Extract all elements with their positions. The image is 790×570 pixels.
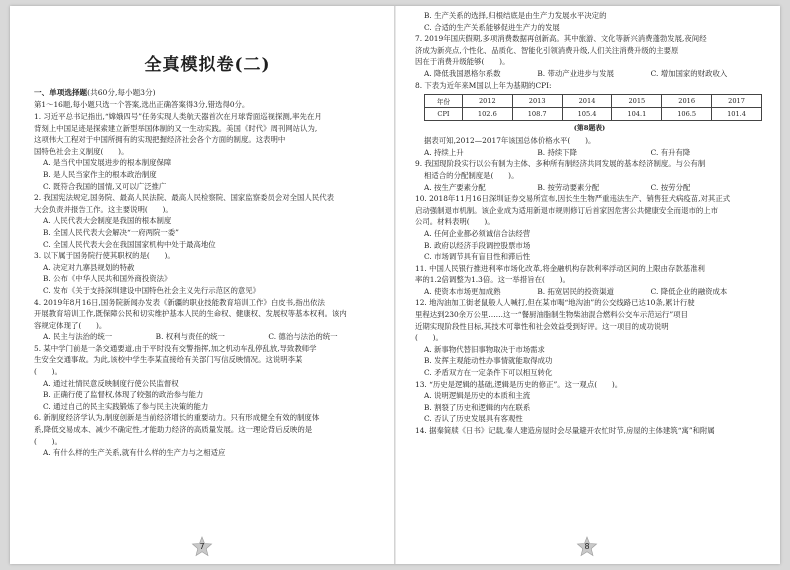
section-instruction: 第1～16题,每小题只选一个答案,选出正确答案得3分,错选得0分。 <box>34 100 250 109</box>
question-2 <box>34 192 381 250</box>
options-row <box>34 331 381 343</box>
option: C. 合适的生产关系能够促进生产力的发展 <box>424 22 560 32</box>
book-spread <box>10 6 780 564</box>
option: B. 发挥主观能动性办事情就能取得成功 <box>424 356 553 366</box>
option: A. 人民代表大会制度是我国的根本制度 <box>43 216 172 226</box>
table-header-row <box>425 95 762 108</box>
option: A. 使资本市场更加成熟 <box>424 286 501 296</box>
question-9 <box>415 158 764 193</box>
question-line: ( )。 <box>415 333 443 343</box>
question-13 <box>415 379 764 425</box>
option: A. 降低我国恩格尔系数 <box>424 68 501 78</box>
question-line: 9. 我国现阶段实行以公有制为主体、多种所有制经济共同发展的基本经济制度。与公有制 <box>415 159 706 169</box>
page-number: 8 <box>584 542 590 551</box>
question-line: 公司。材料表明( )。 <box>415 217 495 227</box>
question-line: 8. 下表为近年来M国以上年为基期的CPI: <box>415 80 552 90</box>
option: B. 生产关系的选择,归根结底是由生产力发展水平决定的 <box>424 11 607 20</box>
question-line: 背刻上中国足迹是探索建立新型举国体制的又一生动实践。美国《时代》周刊网站认为, <box>34 123 318 133</box>
table-cell: 104.1 <box>612 108 662 121</box>
question-line: 启动强制退市机制。该企业成为适用新退市规则修订后首家因危害公共健康安全而退市的上市 <box>415 205 719 215</box>
table-header-cell: 2015 <box>612 95 662 108</box>
question-12 <box>415 297 764 378</box>
section-title: 一、单项选择题 <box>34 88 88 97</box>
table-header-cell: 2017 <box>712 95 762 108</box>
question-line: 这项伟大工程对于中国所拥有的实现把握经济社会各个方面的制度。这表明中 <box>34 135 286 145</box>
page-number-badge <box>191 536 213 558</box>
option: C. 降低企业的融资成本 <box>650 286 728 296</box>
table-header-cell: 2013 <box>512 95 562 108</box>
table-header-cell: 2016 <box>662 95 712 108</box>
question-line: 据表可知,2012—2017年该国总体价格水平( )。 <box>424 136 596 146</box>
table-header-cell: 2012 <box>462 95 512 108</box>
question-line: 12. 地沟油加工街老鼠般人人喊打,但在某市喝“地沟油”的公交线路已达10条,累计行驶 <box>415 298 695 308</box>
option: B. 拓宽居民的投资渠道 <box>537 286 614 296</box>
cpi-table <box>424 94 762 121</box>
question-line: 4. 2019年8月16日,国务院新闻办发表《新疆的职业技能教育培训工作》白皮书,指出依法 <box>34 297 325 307</box>
question-3 <box>34 250 381 296</box>
option: A. 是当代中国发展进步的根本制度保障 <box>43 158 172 168</box>
question-line: 10. 2018年11月16日深圳证券交易所宣布,因长生生物严重违法生产、销售狂犬病疫苗,对其正式 <box>415 194 731 204</box>
section-heading <box>34 87 381 99</box>
question-10 <box>415 193 764 263</box>
option: C. 否认了历史发展具有客观性 <box>424 414 523 424</box>
question-line: 6. 新制度经济学认为,制度创新是当前经济增长的重要动力。只有形成健全有效的制度体 <box>34 413 320 423</box>
question-14 <box>415 425 764 437</box>
question-11 <box>415 263 764 298</box>
question-line: 国特色社会主义制度( )。 <box>34 146 129 156</box>
option: B. 公布《中华人民共和国外商投资法》 <box>43 274 172 284</box>
question-line: 开展教育培训工作,既保障公民和切实维护基本人民的生命权、健康权、发展权等基本权利。该内 <box>34 309 347 319</box>
question-line: 1. 习近平总书记指出,“嫦娥四号”任务实现人类航天器首次在月球背面巡视探测,率先在月 <box>34 112 322 121</box>
option: A. 有什么样的生产关系,就有什么样的生产力与之相适应 <box>43 448 226 458</box>
option: B. 按劳动要素分配 <box>537 182 600 192</box>
option: C. 按劳分配 <box>650 182 691 192</box>
option: A. 按生产要素分配 <box>424 182 486 192</box>
question-line: 里程达到230余万公里……这一“餐厨油脂制生物柴油混合燃料公交车示范运行”项目 <box>415 310 688 320</box>
option: B. 政府以经济手段调控股票市场 <box>424 240 531 250</box>
question-line: 11. 中国人民银行推进利率市场化改革,将金融机构存款利率浮动区间的上限由存款基准利 <box>415 263 705 273</box>
table-row <box>425 108 762 121</box>
option: C. 增加国家的财政收入 <box>650 68 728 78</box>
right-page <box>395 6 780 564</box>
table-cell: 105.4 <box>562 108 612 121</box>
option: B. 权利与责任的统一 <box>155 332 225 342</box>
section-subtitle: (共60分,每小题3分) <box>87 88 156 97</box>
question-line: ( )。 <box>34 367 62 377</box>
question-line: 7. 2019年国庆假期,多项消费数据再创新高。其中旅游、文化等新兴消费蓬勃发展,夜间经 <box>415 34 707 44</box>
question-line: 13. “历史是逻辑的基础,逻辑是历史的修正”。这一观点( )。 <box>415 379 623 389</box>
question-line: 3. 以下属于国务院行使其职权的是( )。 <box>34 251 175 261</box>
option: C. 矛盾双方在一定条件下可以相互转化 <box>424 368 553 378</box>
option: B. 全国人民代表大会解决“一府两院一委” <box>43 227 179 237</box>
question-line: 因在于消费升级能够( )。 <box>415 57 510 67</box>
option: C. 发布《关于支持深圳建设中国特色社会主义先行示范区的意见》 <box>43 285 261 295</box>
options-row <box>415 182 764 194</box>
question-line: 生安全交通事故。为此,该校中学生李某直接给有关部门写信反映情况。这说明李某 <box>34 355 303 365</box>
options-row <box>415 147 764 159</box>
question-line: 大会负责并报告工作。这主要说明( )。 <box>34 204 173 214</box>
question-4 <box>34 297 381 343</box>
table-cell: 101.4 <box>712 108 762 121</box>
options-row <box>415 286 764 298</box>
option: A. 新事物代替旧事物取决于市场需求 <box>424 344 545 354</box>
table-header-cell: 2014 <box>562 95 612 108</box>
option: A. 说明逻辑是历史的本质和主流 <box>424 391 531 401</box>
table-cell: 106.5 <box>662 108 712 121</box>
table-header-cell: 年份 <box>425 95 463 108</box>
option: C. 市场调节具有盲目性和滞后性 <box>424 252 531 262</box>
table-caption: (第8题表) <box>573 124 606 133</box>
option: A. 持续上升 <box>424 147 464 157</box>
page-number: 7 <box>199 542 205 551</box>
option: B. 割裂了历史和逻辑的内在联系 <box>424 402 531 412</box>
page-title: 全真模拟卷(二) <box>144 55 271 75</box>
table-cell: 108.7 <box>512 108 562 121</box>
option: B. 带动产业进步与发展 <box>537 68 614 78</box>
option: B. 持续下降 <box>537 147 578 157</box>
question-line: 相适合的分配制度是( )。 <box>424 170 519 180</box>
option: C. 德治与法治的统一 <box>268 332 338 342</box>
option: A. 民主与法治的统一 <box>43 332 113 342</box>
option: C. 有升有降 <box>650 147 691 157</box>
question-8 <box>415 80 764 159</box>
question-line: ( )。 <box>34 436 62 446</box>
table-cell: 102.6 <box>462 108 512 121</box>
question-7 <box>415 33 764 79</box>
option: A. 通过社情民意反映制度行使公民监督权 <box>43 378 179 388</box>
page-number-badge <box>576 536 598 558</box>
option: C. 通过自己的民主实践锻炼了参与民主决策的能力 <box>43 401 209 411</box>
option: C. 全国人民代表大会在我国国家机构中处于最高地位 <box>43 239 216 249</box>
options-row <box>415 68 764 80</box>
question-line: 近期实现阶段性目标,其技术可靠性和社会效益受到好评。这一项目的成功说明 <box>415 321 669 331</box>
question-6 <box>34 412 381 458</box>
question-line: 5. 某中学门前是一条交通要道,由于平时没有交警指挥,加之机动车乱停乱放,导致教师学 <box>34 343 317 353</box>
question-line: 容规定体现了( )。 <box>34 320 107 330</box>
question-line: 2. 我国宪法规定,国务院、最高人民法院、最高人民检察院、国家监察委员会对全国人民代表 <box>34 193 334 203</box>
question-line: 济成为新亮点,个性化、品质化、智能化引领消费升级,人们关注消费升级的主要原 <box>415 45 679 55</box>
question-1 <box>34 111 381 192</box>
option: A. 决定对九寨县规划的特赦 <box>43 262 135 272</box>
question-line: 系,降低交易成本、减少不确定性,才能助力经济的高质量发展。这一理论背后反映的是 <box>34 425 313 435</box>
question-5 <box>34 343 381 413</box>
left-page <box>10 6 395 564</box>
option: A. 任何企业都必须诚信合法经营 <box>424 228 531 238</box>
table-cell: CPI <box>425 108 463 121</box>
option: C. 既符合我国的国情,又可以广泛推广 <box>43 181 167 191</box>
question-line: 率的1.2倍调整为1.3倍。这一举措旨在( )。 <box>415 275 570 285</box>
option: B. 是人民当家作主的根本政治制度 <box>43 169 157 179</box>
question-line: 14. 据秦简牍《日书》记载,秦人建造房屋时会尽量避开农忙时节,房屋的主体建筑“寓”和附属 <box>415 426 715 435</box>
option: B. 正确行使了监督权,体现了较强的政治参与能力 <box>43 390 204 400</box>
